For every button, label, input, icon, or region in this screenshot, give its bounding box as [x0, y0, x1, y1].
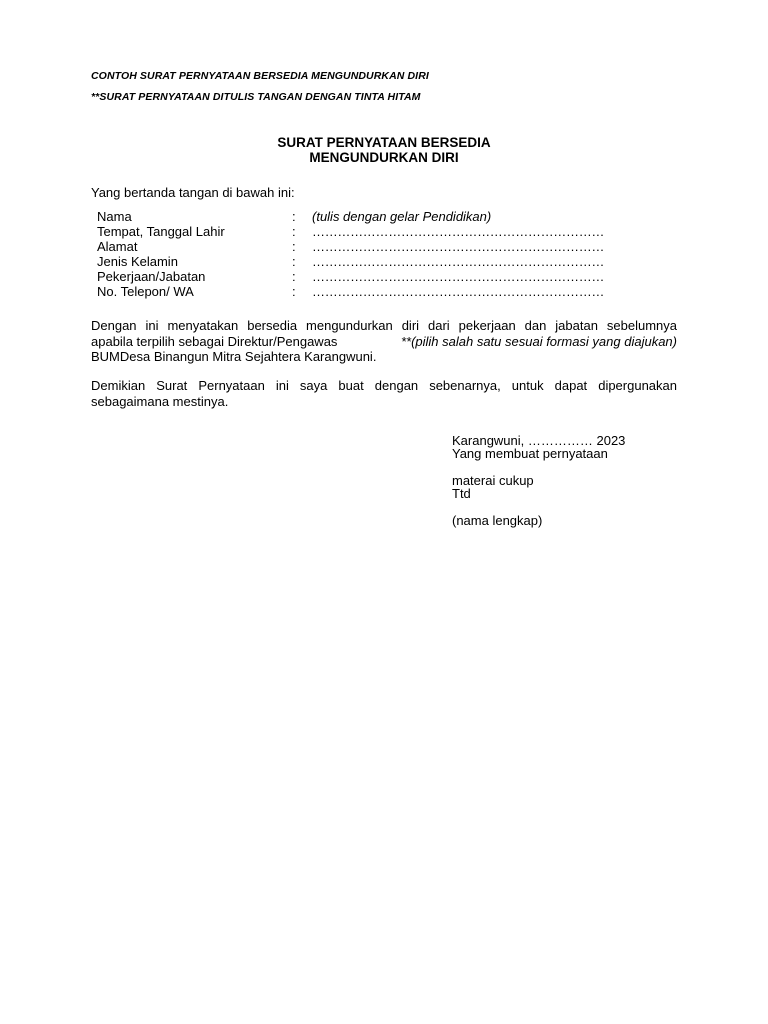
field-value: …………………………………………………………… — [312, 269, 605, 284]
field-label: Alamat — [97, 239, 138, 254]
closing-line-1: Demikian Surat Pernyataan ini saya buat dengan sebenarnya, untuk dapat dipergunakan — [91, 378, 677, 393]
field-value: …………………………………………………………… — [312, 224, 605, 239]
field-value: …………………………………………………………… — [312, 284, 605, 299]
document-title — [0, 135, 768, 165]
field-label: Pekerjaan/Jabatan — [97, 269, 206, 284]
field-colon: : — [292, 239, 296, 254]
field-label: Jenis Kelamin — [97, 254, 178, 269]
signature-block — [452, 434, 625, 527]
field-value: …………………………………………………………… — [312, 239, 605, 254]
statement-line-2-text: apabila terpilih sebagai Direktur/Pengawas — [91, 333, 338, 349]
field-label: Tempat, Tanggal Lahir — [97, 224, 225, 239]
field-label: Nama — [97, 209, 132, 224]
stamp-note: materai cukup — [452, 473, 534, 488]
example-note: CONTOH SURAT PERNYATAAN BERSEDIA MENGUNDURKAN DIRI — [91, 70, 429, 82]
closing-line-2: sebagaimana mestinya. — [91, 393, 229, 409]
field-label: No. Telepon/ WA — [97, 284, 194, 299]
statement-line-1: Dengan ini menyatakan bersedia mengundurkan diri dari pekerjaan dan jabatan sebelumnya — [91, 318, 677, 333]
field-colon: : — [292, 284, 296, 299]
field-value: (tulis dengan gelar Pendidikan) — [312, 209, 492, 224]
maker-label: Yang membuat pernyataan — [452, 446, 608, 461]
spacer — [452, 460, 625, 474]
full-name-placeholder: (nama lengkap) — [452, 513, 543, 528]
intro-text: Yang bertanda tangan di bawah ini: — [91, 185, 295, 200]
handwriting-note: **SURAT PERNYATAAN DITULIS TANGAN DENGAN TINTA HITAM — [91, 91, 421, 103]
formation-note: **(pilih salah satu sesuai formasi yang diajukan) — [400, 333, 677, 349]
statement-line-3: BUMDesa Binangun Mitra Sejahtera Karangwuni. — [91, 349, 377, 364]
field-colon: : — [292, 269, 296, 284]
closing-paragraph — [91, 378, 677, 409]
field-colon: : — [292, 224, 296, 239]
title-line-2: MENGUNDURKAN DIRI — [309, 150, 459, 165]
field-value: …………………………………………………………… — [312, 254, 605, 269]
statement-line-2 — [91, 334, 677, 350]
place-date: Karangwuni, …………… 2023 — [452, 433, 626, 448]
statement-paragraph — [91, 318, 677, 365]
spacer — [452, 500, 625, 514]
field-colon: : — [292, 209, 296, 224]
signature-mark: Ttd — [452, 486, 471, 501]
title-line-1: SURAT PERNYATAAN BERSEDIA — [277, 135, 491, 150]
field-colon: : — [292, 254, 296, 269]
